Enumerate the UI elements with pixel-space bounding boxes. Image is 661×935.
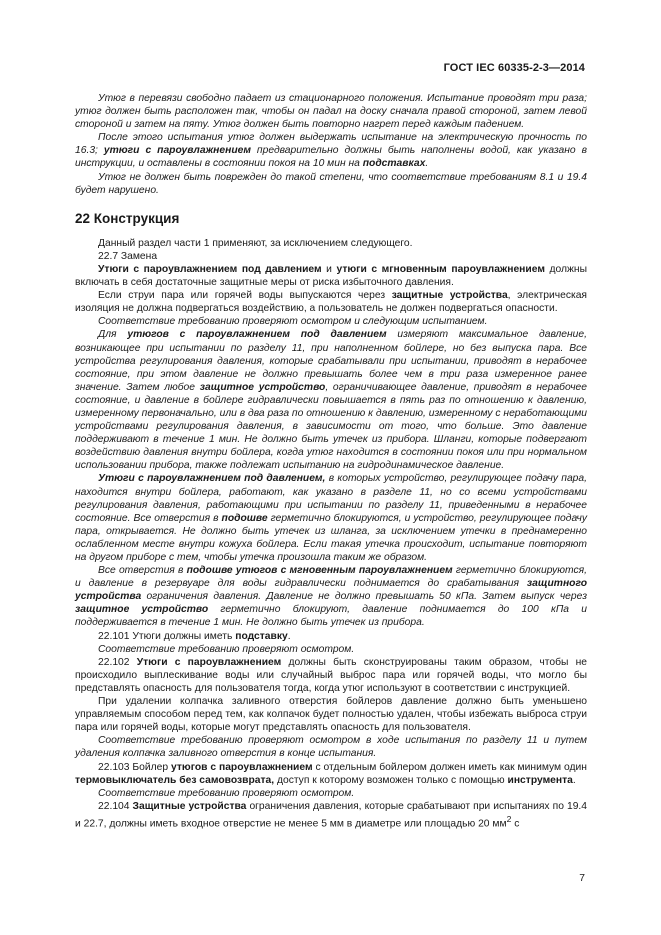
paragraph: Утюги с пароувлажнением под давлением и утюги с мгновенным пароувлажнением должны включать в себя достаточные защитные меры от риска избыточного давления. — [75, 263, 587, 289]
paragraph: Все отверстия в подошве утюгов с мгновенным пароувлажнением герметично блокируются, и давление в резервуаре для воды гидравлически поднимается до срабатывания защитного устройства ограничения давления. Давление не должно превышать 50 кПа. Затем выпуск через защитное устройство герметично блокируют, давление поднимается до 100 кПа и поддерживается в течение 1 мин. Не должно быть утечек из прибора. — [75, 565, 587, 629]
paragraph: Если струи пара или горячей воды выпускаются через защитные устройства, электрическая изоляция не должна подвергаться воздействию, а пользователь не должен подвергаться опасности. — [75, 290, 587, 315]
paragraph: Данный раздел части 1 применяют, за исключением следующего. — [98, 237, 413, 249]
paragraph: 22.7 Замена — [98, 250, 158, 262]
paragraph: Соответствие требованию проверяют осмотром в ходе испытания по разделу 11 и путем удаления колпачка заливного отверстия в конце испытания. — [75, 735, 587, 760]
paragraph: После этого испытания утюг должен выдержать испытание на электрическую прочность по 16.3; утюги с пароувлажнением предварительно должны быть наполнены водой, как указано в инструкции, и оставлены в состоянии покоя на 10 мин на подставках. — [75, 132, 587, 170]
paragraph: Соответствие требованию проверяют осмотром. — [98, 787, 355, 799]
paragraph: Утюг в перевязи свободно падает из стационарного положения. Испытание проводят три раза; утюг должен быть расположен так, чтобы он падал на доску сначала правой стороной, затем левой стороной и затем на пяту. Утюг должен быть повторно нагрет перед каждым падением. — [75, 93, 587, 131]
paragraph: 22.102 Утюги с пароувлажнением должны быть сконструированы таким образом, чтобы не происходило выплескивание воды или случайный выброс пара или горячей воды, что могло бы представлять опасность для пользователя тогда, когда утюг используют в соответствии с инструкцией. — [75, 656, 587, 694]
paragraph: 22.103 Бойлер утюгов с пароувлажнением с отдельным бойлером должен иметь как минимум один термовыключатель без самовозврата, доступ к которому возможен только с помощью инструмента. — [75, 761, 587, 786]
paragraph: 22.104 Защитные устройства ограничения давления, которые срабатывают при испытаниях по 19.4 и 22.7, должны иметь входное отверстие не менее 5 мм в диаметре или площадью 20 $мм^2$ с — [75, 800, 588, 830]
document-body — [75, 92, 587, 830]
paragraph: Утюг не должен быть поврежден до такой степени, что соответствие требованиям 8.1 и 19.4 будет нарушено. — [75, 171, 587, 196]
paragraph: 22.101 Утюги должны иметь подставку. — [98, 630, 291, 642]
document-header: ГОСТ IEC 60335-2-3—2014 — [443, 62, 585, 74]
paragraph: Соответствие требованию проверяют осмотром и следующим испытанием. — [98, 316, 488, 328]
paragraph: При удалении колпачка заливного отверстия бойлеров давление должно быть уменьшено управляемым способом перед тем, как колпачок будет полностью удален, чтобы избежать выброса струи пара или горячей воды, которые могут представлять опасность для пользователя. — [75, 696, 587, 734]
paragraph: Утюги с пароувлажнением под давлением, в которых устройство, регулирующее подачу пара, находится внутри бойлера, работают, как указано в разделе 11, но со всеми устройствами регулирования давления, работающими при испытании по разделу 11, приведенными в нерабочее состояние. Все отверстия в подошве герметично блокируются, и устройство, регулирующее подачу пара, открывается. Не должно быть утечек из шланга, за исключением утечки в преднамеренно ослабленном месте внутри кожуха бойлера. Если такая утечка происходит, испытание повторяют на другом приборе с тем, чтобы утечка произошла таким же образом. — [75, 473, 587, 563]
paragraph: Для утюгов с пароувлажнением под давлением измеряют максимальное давление, возникающее при испытании по разделу 11, при наполненном бойлере, но без выпуска пара. Все устройства регулирования давления, которые срабатывали при испытании, приводят в нерабочее состояние, при этом давление не должно превышать более чем в три раза измеренное ранее значение. Затем любое защитное устройство, ограничивающее давление, приводят в нерабочее состояние, и давление в бойлере гидравлически повышается в пять раз по отношению к давлению, измеренному первоначально, или в два раза по отношению к давлению, измеренному с неработающими устройствами регулирования давления, в зависимости от того, что больше. Это давление поддерживают в течение 1 мин. Не должно быть утечек из прибора. Шланги, которые подвергают воздействию давления внутри бойлера, когда утюг находится в состоянии покоя или при нормальном использовании прибора, также подлежат испытанию на гидродинамическое давление. — [75, 329, 588, 472]
page-number: 7 — [579, 873, 585, 884]
section-heading: 22 Конструкция — [75, 210, 180, 226]
paragraph: Соответствие требованию проверяют осмотром. — [98, 643, 355, 655]
